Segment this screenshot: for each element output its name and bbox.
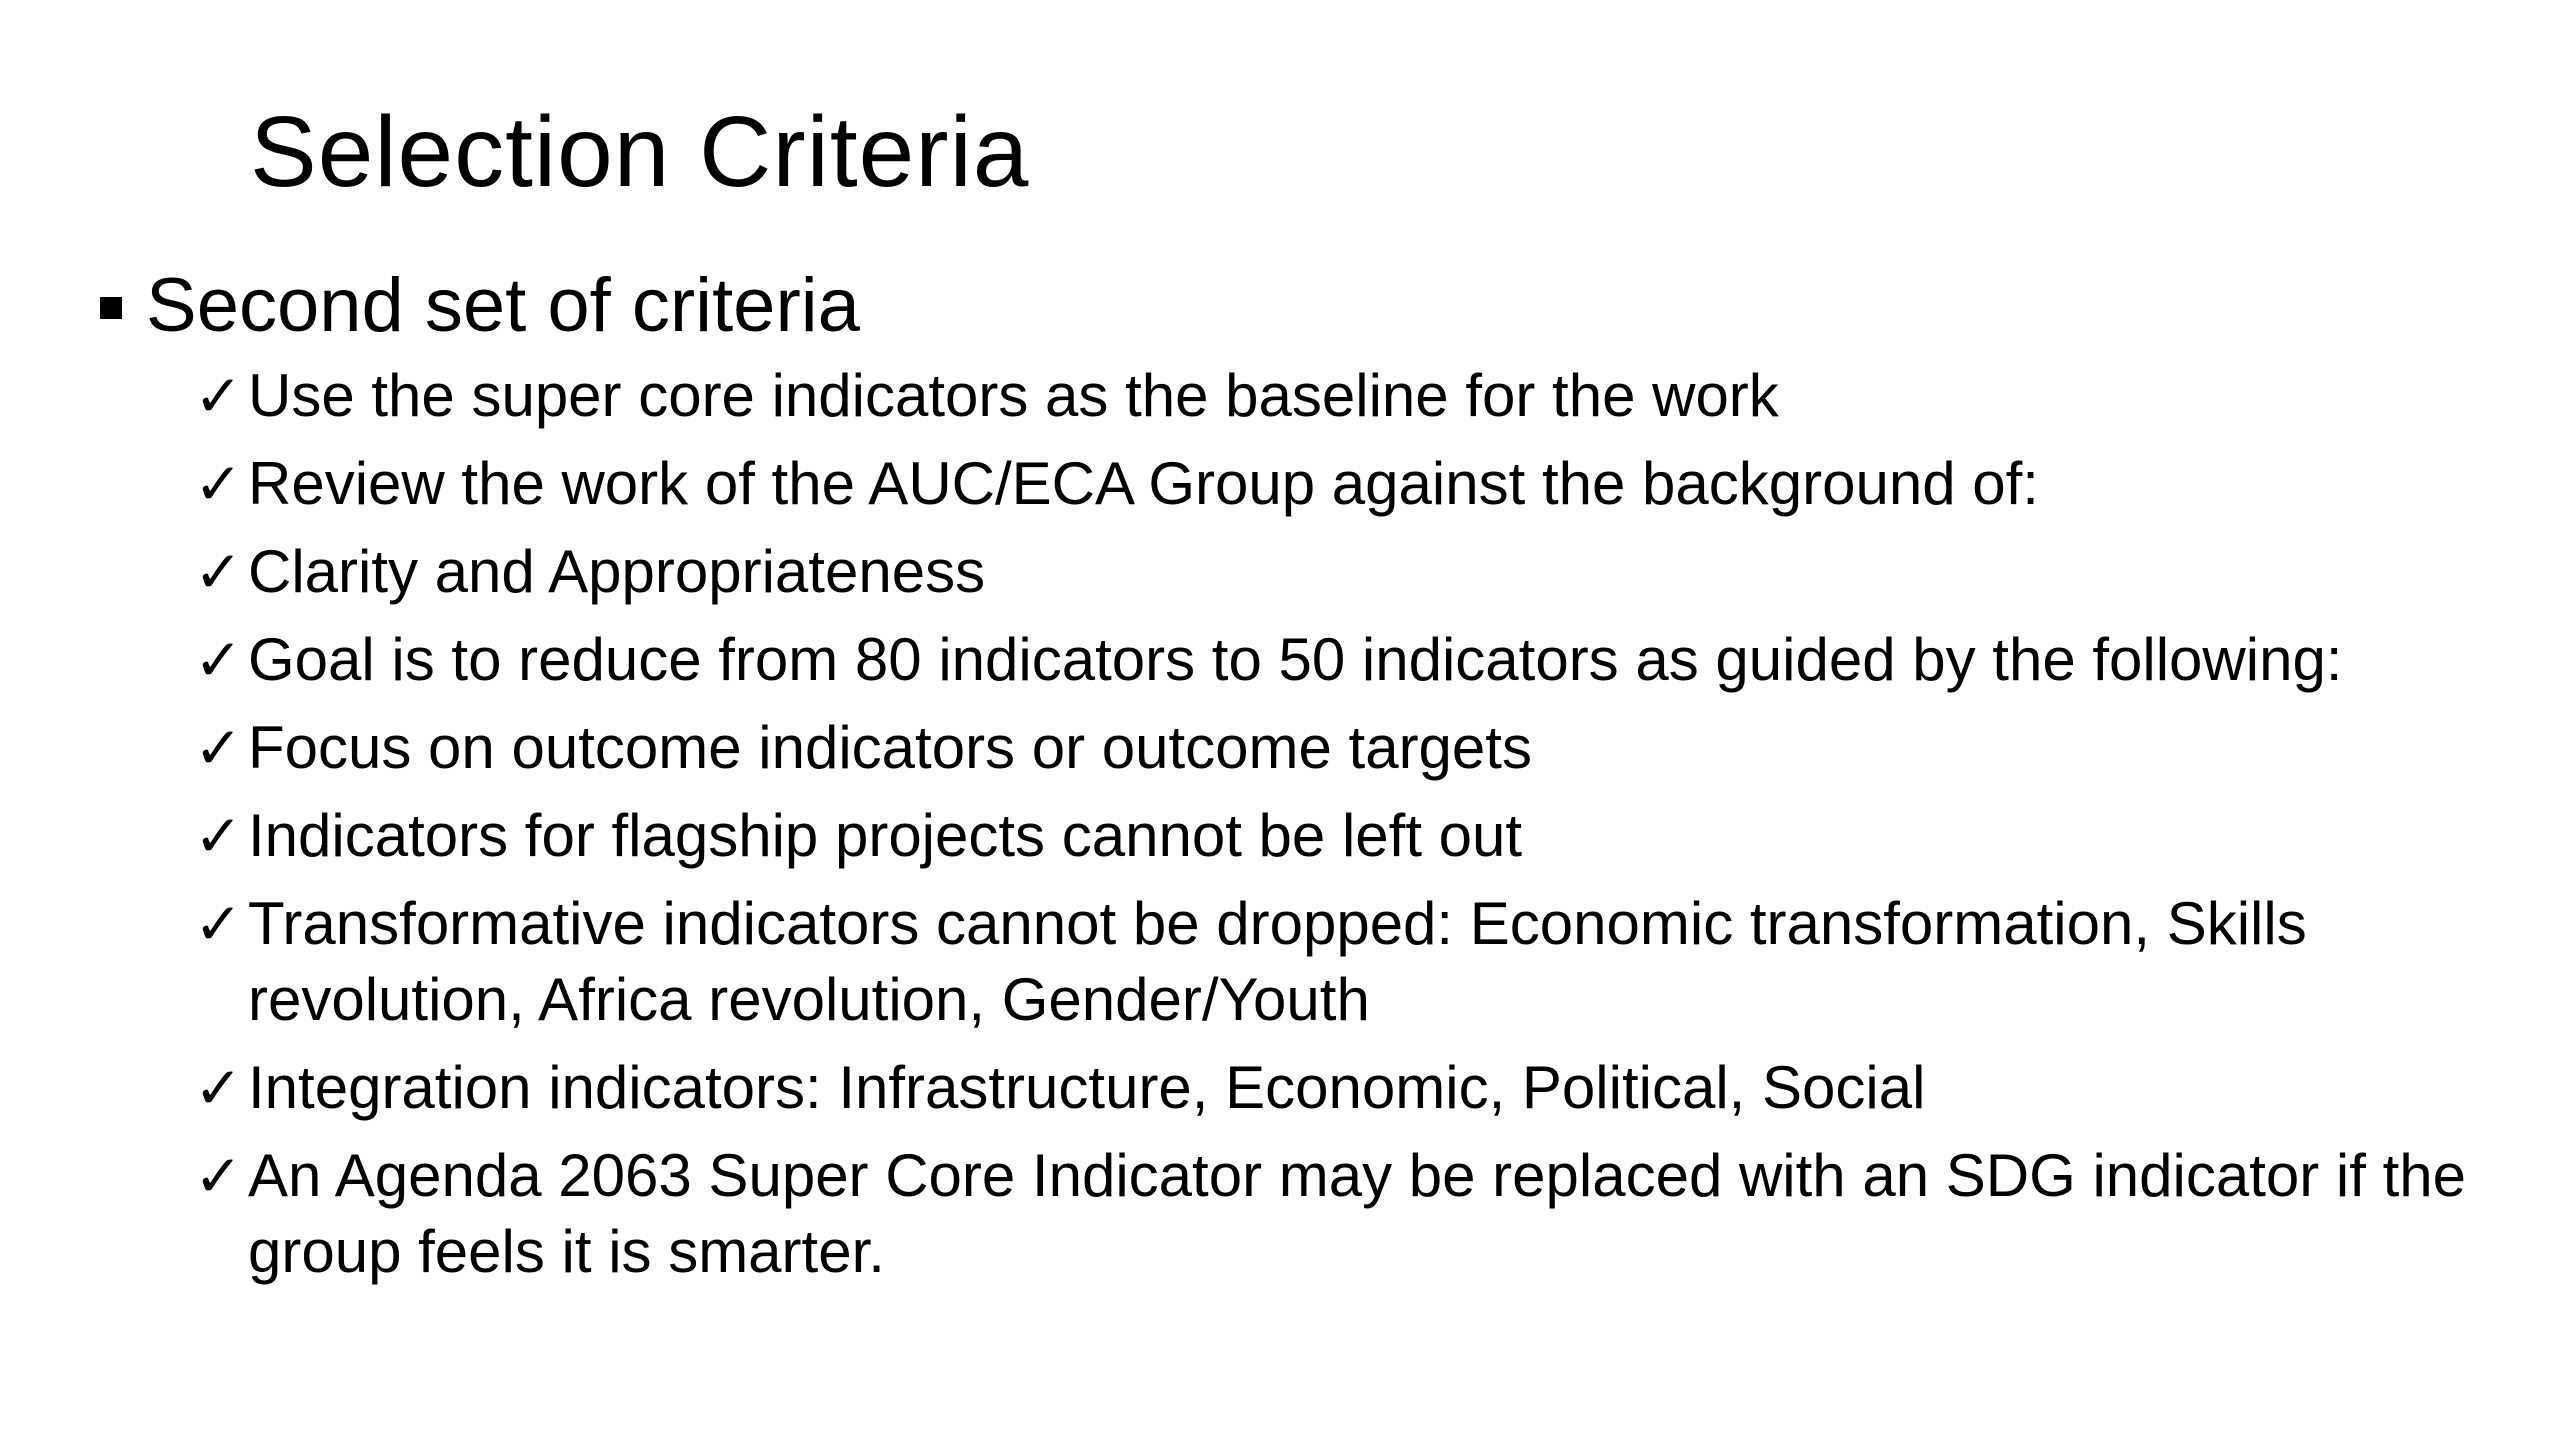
criteria-text: Integration indicators: Infrastructure, Economic, Political, Social	[248, 1054, 1926, 1121]
criteria-list-item	[194, 622, 2524, 698]
square-bullet-icon	[100, 297, 122, 319]
criteria-text: Focus on outcome indicators or outcome targets	[248, 714, 1532, 781]
checkmark-icon: ✓	[194, 538, 243, 606]
slide-title: Selection Criteria	[250, 96, 1030, 208]
criteria-text: An Agenda 2063 Super Core Indicator may be replaced with an SDG indicator if the group feels it is smarter.	[248, 1142, 2466, 1285]
criteria-list-item	[194, 1138, 2524, 1290]
checkmark-icon: ✓	[194, 450, 243, 518]
criteria-text: Transformative indicators cannot be dropped: Economic transformation, Skills revolution, Africa revolution, Gender/Youth	[248, 890, 2307, 1033]
criteria-list-item	[194, 710, 2524, 786]
level1-bullet-item	[100, 258, 860, 354]
level1-bullet-text: Second set of criteria	[146, 263, 860, 348]
checkmark-icon: ✓	[194, 1142, 243, 1210]
criteria-text: Use the super core indicators as the baseline for the work	[248, 362, 1779, 429]
criteria-text: Clarity and Appropriateness	[248, 538, 986, 605]
checkmark-icon: ✓	[194, 362, 243, 430]
criteria-list	[194, 358, 2524, 1302]
criteria-text: Indicators for flagship projects cannot be left out	[248, 802, 1523, 869]
criteria-list-item	[194, 358, 2524, 434]
checkmark-icon: ✓	[194, 714, 243, 782]
criteria-text: Goal is to reduce from 80 indicators to 50 indicators as guided by the following:	[248, 626, 2343, 693]
checkmark-icon: ✓	[194, 1054, 243, 1122]
criteria-text: Review the work of the AUC/ECA Group against the background of:	[248, 450, 2039, 517]
criteria-list-item	[194, 886, 2524, 1038]
criteria-list-item	[194, 446, 2524, 522]
criteria-list-item	[194, 534, 2524, 610]
criteria-list-item	[194, 798, 2524, 874]
checkmark-icon: ✓	[194, 626, 243, 694]
checkmark-icon: ✓	[194, 802, 243, 870]
criteria-list-item	[194, 1050, 2524, 1126]
checkmark-icon: ✓	[194, 890, 243, 958]
